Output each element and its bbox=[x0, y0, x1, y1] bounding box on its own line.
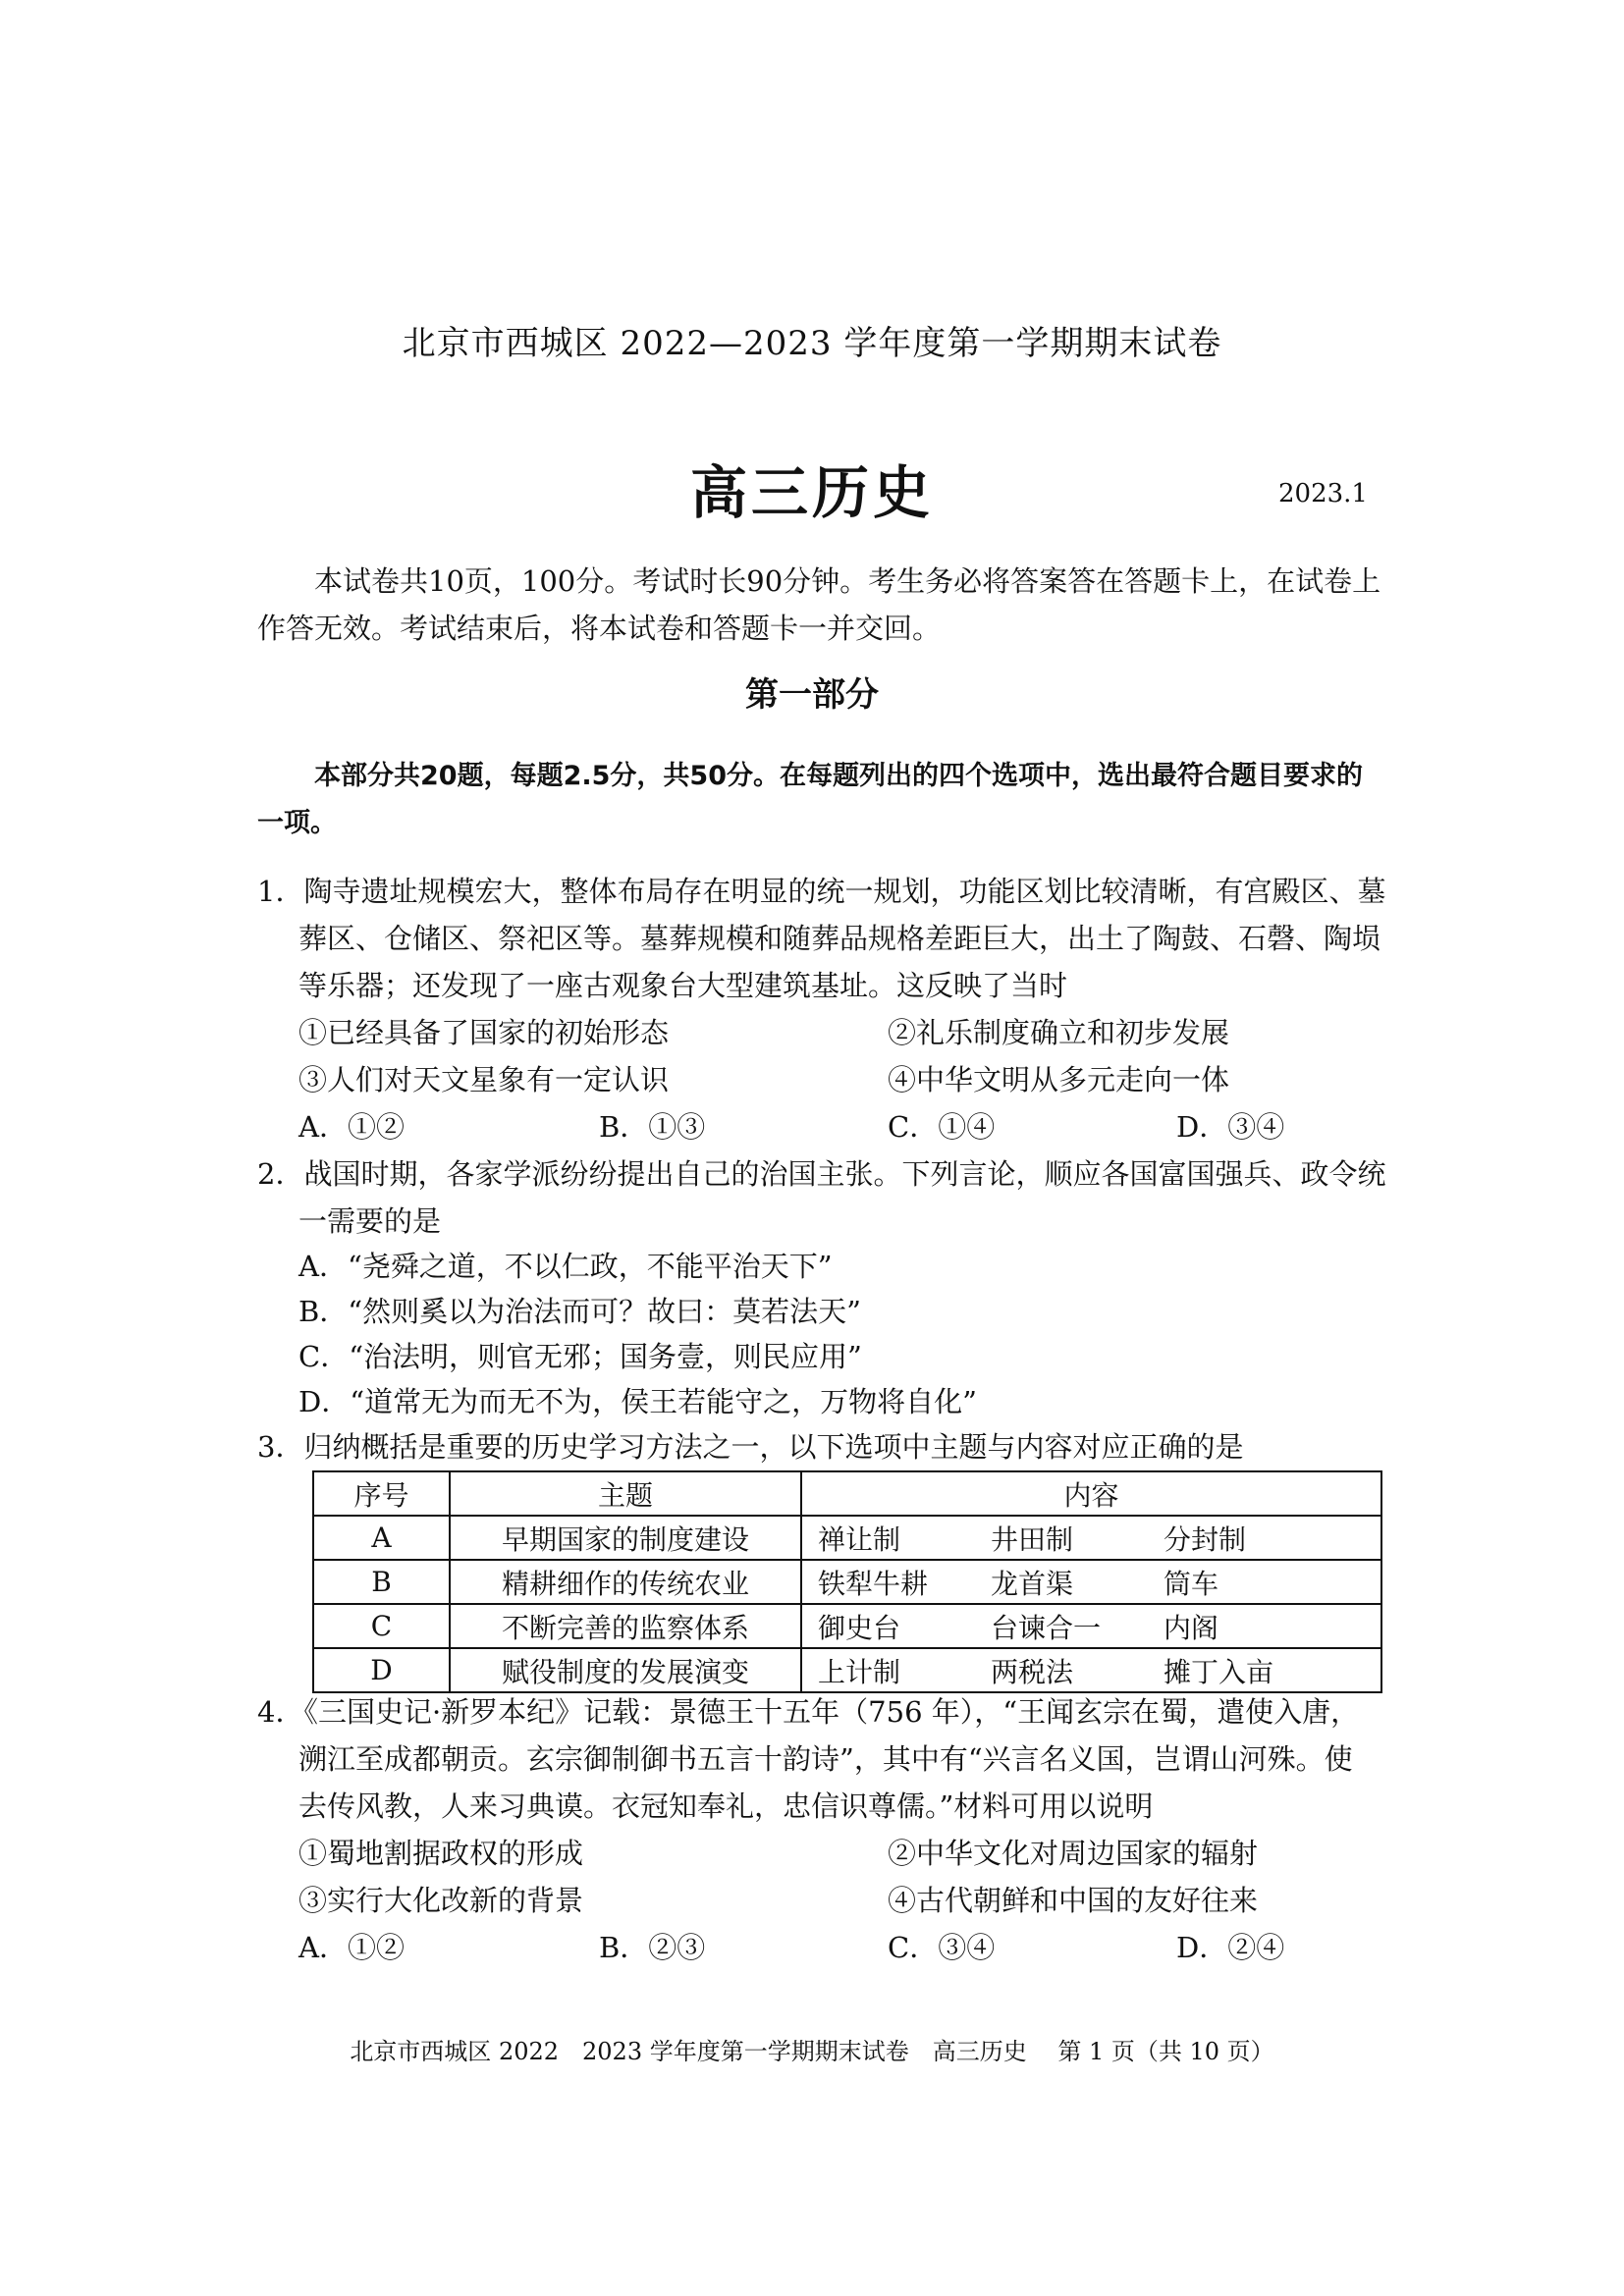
question-1-stem-line: 1．陶寺遗址规模宏大，整体布局存在明显的统一规划，功能区划比较清晰，有宫殿区、墓 bbox=[257, 875, 1386, 908]
question-1-statement: ②礼乐制度确立和初步发展 bbox=[888, 1016, 1230, 1049]
table-content-item: 两税法 bbox=[991, 1655, 1074, 1688]
page-footer: 北京市西城区 2022 2023 学年度第一学期期末试卷 高三历史 第 1 页（共 10 页） bbox=[350, 2038, 1274, 2065]
question-2-option-d: D．“道常无为而无不为，侯王若能守之，万物将自化” bbox=[298, 1385, 977, 1418]
table-cell-id: B bbox=[313, 1560, 450, 1604]
question-2-option-a: A．“尧舜之道，不以仁政，不能平治天下” bbox=[298, 1250, 833, 1283]
exam-date: 2023.1 bbox=[1278, 479, 1368, 508]
table-content-item: 井田制 bbox=[991, 1522, 1074, 1556]
question-3-table bbox=[312, 1470, 1382, 1693]
part-instructions: 本部分共20题，每题2.5分，共50分。在每题列出的四个选项中，选出最符合题目要求的一项。 bbox=[257, 761, 1363, 838]
question-1-statement: ④中华文明从多元走向一体 bbox=[888, 1063, 1230, 1096]
question-2-option-c: C．“治法明，则官无邪；国务壹，则民应用” bbox=[298, 1340, 862, 1373]
table-content-item: 铁犁牛耕 bbox=[818, 1567, 929, 1600]
question-4-stem-line: 溯江至成都朝贡。玄宗御制御书五言十韵诗”，其中有“兴言名义国，岂谓山河殊。使 bbox=[298, 1742, 1353, 1776]
question-4-stem-line: 去传风教，人来习典谟。衣冠知奉礼，忠信识尊儒。”材料可用以说明 bbox=[298, 1789, 1154, 1823]
table-cell-content bbox=[801, 1604, 1381, 1648]
table-row bbox=[313, 1516, 1381, 1560]
table-content-item: 禅让制 bbox=[818, 1522, 901, 1556]
table-cell-content bbox=[801, 1648, 1381, 1692]
question-1-statement: ③人们对天文星象有一定认识 bbox=[298, 1063, 670, 1096]
question-1-stem-line: 葬区、仓储区、祭祀区等。墓葬规模和随葬品规格差距巨大，出土了陶鼓、石磬、陶埙 bbox=[298, 922, 1381, 955]
exam-title: 北京市西城区 2022—2023 学年度第一学期期末试卷 bbox=[402, 324, 1222, 363]
question-2-option-b: B．“然则奚以为治法而可？故曰：莫若法天” bbox=[298, 1295, 861, 1328]
table-content-item: 龙首渠 bbox=[991, 1567, 1074, 1600]
table-content-item: 御史台 bbox=[818, 1611, 901, 1644]
question-4-option-a: A．①② bbox=[298, 1931, 405, 1964]
question-4-statement: ③实行大化改新的背景 bbox=[298, 1884, 584, 1917]
table-cell-theme: 早期国家的制度建设 bbox=[450, 1516, 801, 1560]
table-content-item: 分封制 bbox=[1164, 1522, 1247, 1556]
question-4-statement: ②中华文化对周边国家的辐射 bbox=[888, 1837, 1259, 1870]
question-4-option-d: D．②④ bbox=[1176, 1931, 1285, 1964]
table-cell-theme: 赋役制度的发展演变 bbox=[450, 1648, 801, 1692]
table-header-cell: 内容 bbox=[801, 1471, 1381, 1516]
question-2-stem-line: 2．战国时期，各家学派纷纷提出自己的治国主张。下列言论，顺应各国富国强兵、政令统 bbox=[257, 1157, 1386, 1191]
question-4-stem-line: 4．《三国史记·新罗本纪》记载：景德王十五年（756 年），“王闻玄宗在蜀，遣使入唐， bbox=[257, 1695, 1360, 1729]
subject-title: 高三历史 bbox=[689, 459, 934, 526]
table-cell-content bbox=[801, 1516, 1381, 1560]
part-title: 第一部分 bbox=[745, 675, 879, 715]
question-1-option-b: B．①③ bbox=[599, 1110, 706, 1144]
table-content-item: 上计制 bbox=[818, 1655, 901, 1688]
question-4-option-b: B．②③ bbox=[599, 1931, 706, 1964]
question-4-statement: ④古代朝鲜和中国的友好往来 bbox=[888, 1884, 1259, 1917]
question-2-stem-line: 一需要的是 bbox=[298, 1204, 442, 1238]
table-content-item: 筒车 bbox=[1164, 1567, 1219, 1600]
question-3-stem: 3．归纳概括是重要的历史学习方法之一，以下选项中主题与内容对应正确的是 bbox=[257, 1430, 1244, 1464]
exam-instructions: 本试卷共10页，100分。考试时长90分钟。考生务必将答案答在答题卡上，在试卷上作答无效。考试结束后，将本试卷和答题卡一并交回。 bbox=[257, 564, 1381, 645]
table-cell-theme: 精耕细作的传统农业 bbox=[450, 1560, 801, 1604]
question-1-option-d: D．③④ bbox=[1176, 1110, 1285, 1144]
table-header-cell: 主题 bbox=[450, 1471, 801, 1516]
question-4-statement: ①蜀地割据政权的形成 bbox=[298, 1837, 584, 1870]
table-row bbox=[313, 1648, 1381, 1692]
table-row bbox=[313, 1604, 1381, 1648]
table-cell-content bbox=[801, 1560, 1381, 1604]
question-4-option-c: C．③④ bbox=[888, 1931, 996, 1964]
question-1-option-c: C．①④ bbox=[888, 1110, 996, 1144]
question-1-option-a: A．①② bbox=[298, 1110, 405, 1144]
table-content-item: 内阁 bbox=[1164, 1611, 1219, 1644]
table-header-row bbox=[313, 1471, 1381, 1516]
table-cell-id: C bbox=[313, 1604, 450, 1648]
question-1-stem-line: 等乐器；还发现了一座古观象台大型建筑基址。这反映了当时 bbox=[298, 969, 1068, 1002]
table-content-item: 台谏合一 bbox=[991, 1611, 1102, 1644]
table-row bbox=[313, 1560, 1381, 1604]
table-header-cell: 序号 bbox=[313, 1471, 450, 1516]
table-cell-id: D bbox=[313, 1648, 450, 1692]
table-cell-theme: 不断完善的监察体系 bbox=[450, 1604, 801, 1648]
table-cell-id: A bbox=[313, 1516, 450, 1560]
table-content-item: 摊丁入亩 bbox=[1164, 1655, 1274, 1688]
question-1-statement: ①已经具备了国家的初始形态 bbox=[298, 1016, 670, 1049]
